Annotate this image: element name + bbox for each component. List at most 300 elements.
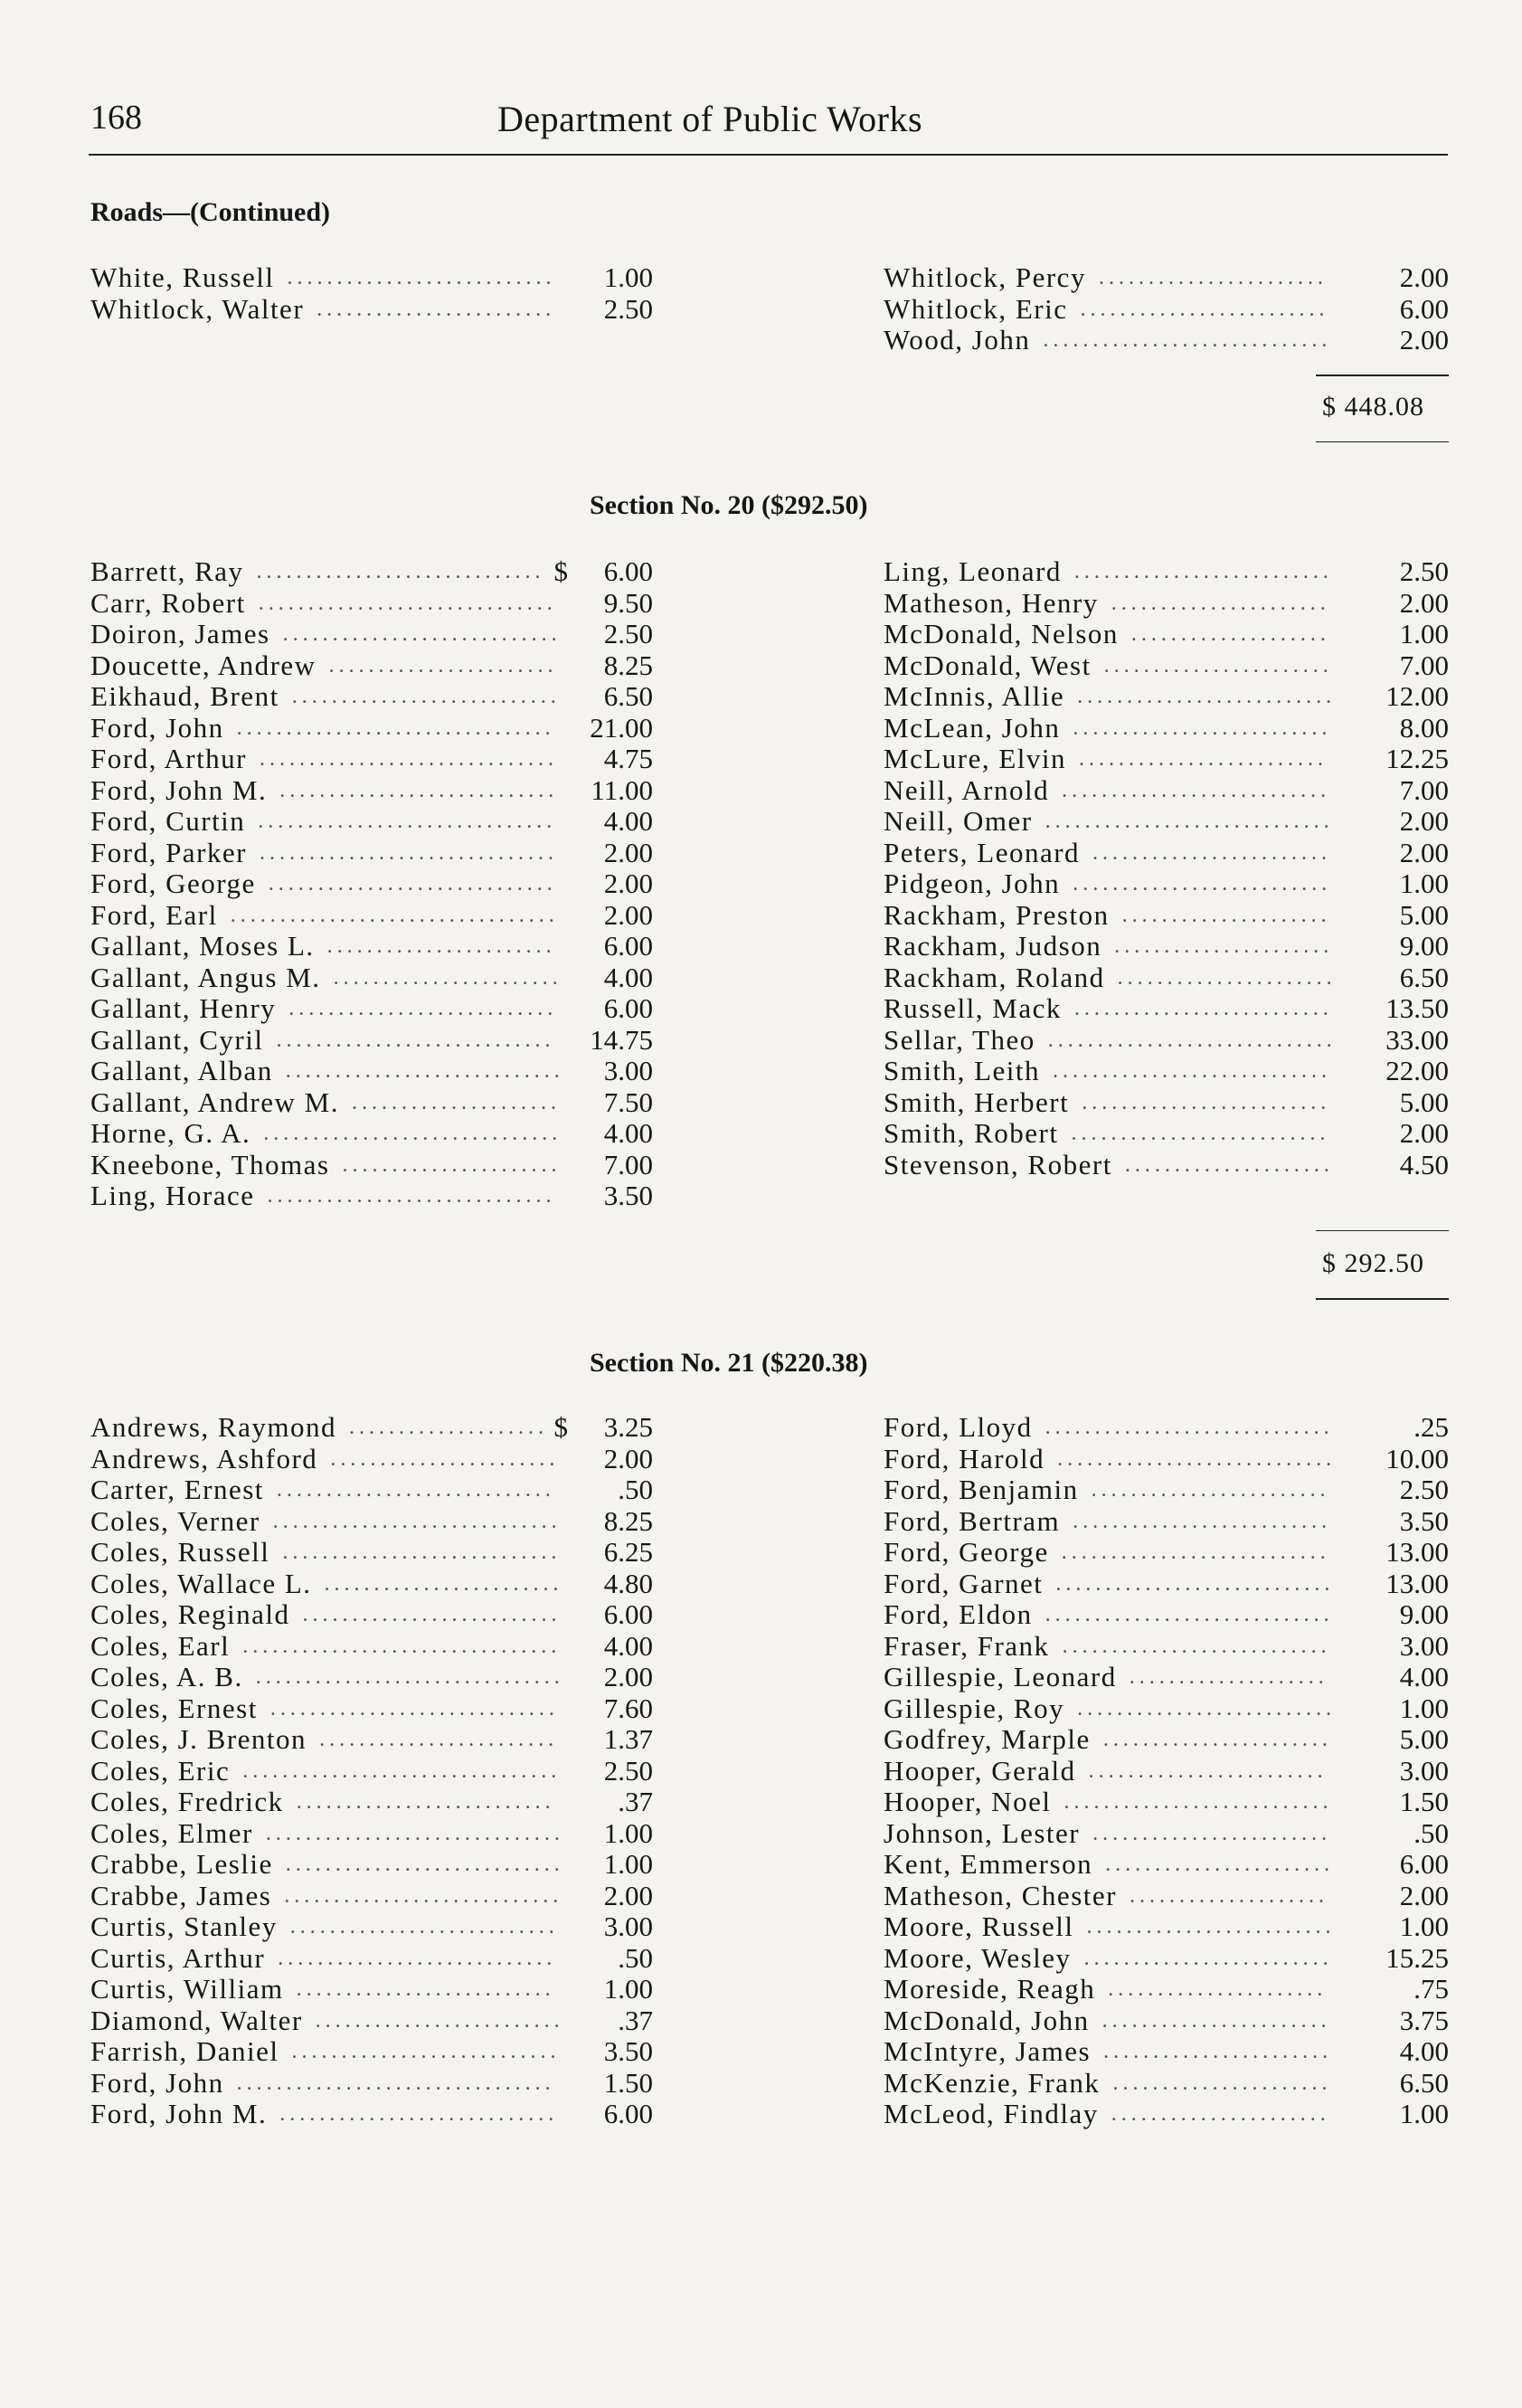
ledger-amount: 4.00 — [603, 961, 653, 993]
section-20-total-rule-bottom — [1316, 1298, 1449, 1300]
ledger-name: Matheson, Chester — [884, 1879, 1117, 1911]
ledger-amount: 6.00 — [603, 930, 653, 962]
block1-total-rule-top — [1316, 374, 1449, 376]
ledger-amount: .37 — [618, 1786, 653, 1817]
dot-leader: ............................ — [278, 1946, 557, 1970]
ledger-amount: 1.00 — [603, 1816, 653, 1849]
dollar-sign: $ — [553, 1412, 568, 1443]
ledger-amount: 2.00 — [603, 1442, 653, 1474]
ledger-amount: 13.50 — [1385, 992, 1449, 1024]
ledger-name: Moore, Wesley — [884, 1941, 1072, 1974]
ledger-amount: 7.00 — [1399, 773, 1449, 806]
block1-left-column — [90, 262, 651, 325]
ledger-name: McDonald, Nelson — [884, 618, 1119, 649]
ledger-name: Gallant, Andrew M. — [90, 1085, 339, 1118]
dot-leader: ............................. — [1045, 1416, 1334, 1439]
ledger-row — [90, 1150, 651, 1181]
ledger-row — [884, 1056, 1449, 1087]
ledger-row — [90, 1911, 651, 1943]
ledger-name: Andrews, Ashford — [90, 1442, 318, 1474]
ledger-name: Wood, John — [884, 324, 1031, 356]
dot-leader: ............................ — [1057, 1446, 1337, 1471]
ledger-name: Whitlock, Percy — [884, 261, 1086, 293]
ledger-row — [884, 650, 1449, 682]
ledger-amount: 3.75 — [1399, 2004, 1449, 2036]
ledger-name: Curtis, Stanley — [90, 1910, 278, 1942]
ledger-amount: 6.00 — [603, 992, 653, 1024]
ledger-name: Whitlock, Eric — [884, 292, 1068, 325]
ledger-amount: 7.50 — [603, 1085, 653, 1118]
ledger-amount: 1.00 — [1399, 618, 1449, 649]
ledger-row — [884, 1943, 1449, 1975]
section-21-left-column — [90, 1412, 651, 2130]
ledger-name: Gillespie, Leonard — [884, 1661, 1117, 1692]
ledger-name: Rackham, Preston — [884, 898, 1110, 931]
ledger-amount: 2.00 — [603, 1661, 653, 1692]
dot-leader: ........................ — [1088, 1759, 1328, 1783]
ledger-amount: 2.00 — [1399, 586, 1449, 619]
ledger-amount: 1.50 — [1399, 1786, 1449, 1817]
dot-leader: ....................... — [1102, 1728, 1332, 1751]
ledger-row — [90, 775, 651, 807]
ledger-amount: .75 — [1413, 1973, 1449, 2005]
ledger-name: Farrish, Daniel — [90, 2035, 279, 2067]
ledger-amount: 9.00 — [1399, 930, 1449, 962]
ledger-row — [90, 1787, 651, 1818]
ledger-amount: 21.00 — [590, 711, 653, 744]
ledger-amount: 1.00 — [603, 1973, 653, 2005]
dot-leader: ....................... — [330, 1446, 560, 1471]
ledger-row — [90, 1849, 651, 1881]
ledger-row — [884, 868, 1449, 900]
ledger-row — [884, 2036, 1449, 2068]
ledger-row — [90, 1693, 651, 1725]
dot-leader: ...................... — [1112, 2071, 1332, 2095]
ledger-name: Coles, Fredrick — [90, 1786, 284, 1817]
ledger-amount: 11.00 — [591, 773, 653, 806]
ledger-row — [90, 2036, 651, 2068]
section-20-total: $ 292.50 — [1322, 1248, 1424, 1278]
ledger-name: Coles, Elmer — [90, 1816, 253, 1849]
ledger-amount: 8.25 — [603, 1504, 653, 1537]
ledger-row — [90, 681, 651, 713]
section-21-right-column — [884, 1412, 1449, 2130]
ledger-amount: 1.00 — [1399, 867, 1449, 899]
ledger-name: McLeod, Findlay — [884, 2098, 1099, 2129]
dot-leader: ........................... — [287, 266, 556, 289]
ledger-name: Smith, Robert — [884, 1117, 1059, 1149]
ledger-name: McIntyre, James — [884, 2035, 1092, 2067]
dot-leader: ............................... — [255, 1665, 564, 1689]
ledger-name: Curtis, William — [90, 1973, 284, 2005]
ledger-name: Coles, Wallace L. — [90, 1567, 312, 1599]
ledger-row — [884, 1569, 1449, 1600]
section-20-right-column — [884, 556, 1449, 1180]
ledger-amount: 6.50 — [603, 680, 653, 712]
ledger-amount: 7.00 — [1399, 649, 1449, 681]
dot-leader: ................................ — [242, 1634, 562, 1658]
ledger-row — [90, 713, 651, 744]
ledger-name: Kneebone, Thomas — [90, 1148, 330, 1180]
dot-leader: ..................... — [351, 1090, 561, 1114]
ledger-row — [884, 931, 1449, 962]
ledger-name: Ford, George — [90, 867, 256, 899]
dot-leader: ....................... — [328, 653, 558, 678]
dot-leader: ...................... — [342, 1152, 562, 1177]
ledger-amount: 2.00 — [603, 836, 653, 868]
dot-leader: .......................... — [1077, 685, 1337, 708]
block1-total-rule-bottom — [1316, 441, 1449, 442]
ledger-amount: 6.00 — [603, 2098, 653, 2129]
ledger-amount: 4.00 — [603, 805, 653, 837]
ledger-row — [884, 1599, 1449, 1631]
dot-leader: .......................... — [1071, 1122, 1330, 1145]
dot-leader: .......................... — [296, 1977, 555, 2001]
dot-leader: ............................ — [285, 1059, 564, 1083]
dot-leader: ............................. — [1047, 1028, 1337, 1052]
ledger-row — [90, 1974, 651, 2005]
ledger-row — [884, 775, 1449, 807]
ledger-row — [90, 1662, 651, 1693]
block1-right-column — [884, 262, 1449, 356]
ledger-amount: 6.00 — [1399, 1848, 1449, 1880]
ledger-amount: 10.00 — [1385, 1442, 1449, 1474]
ledger-name: Moreside, Reagh — [884, 1973, 1096, 2005]
dot-leader: .............................. — [258, 591, 557, 615]
ledger-name: Coles, Eric — [90, 1754, 231, 1787]
dot-leader: .......................... — [302, 1603, 562, 1626]
ledger-name: Fraser, Frank — [884, 1629, 1050, 1662]
ledger-amount: .50 — [1413, 1816, 1449, 1849]
dot-leader: ...................... — [1108, 1977, 1328, 2001]
ledger-row — [884, 1818, 1449, 1850]
ledger-row — [884, 1693, 1449, 1725]
ledger-amount: 1.37 — [603, 1723, 653, 1755]
ledger-name: Moore, Russell — [884, 1910, 1074, 1942]
dot-leader: .............................. — [260, 747, 558, 771]
ledger-row — [90, 1412, 651, 1444]
ledger-name: Coles, Verner — [90, 1504, 260, 1537]
ledger-row — [90, 2099, 651, 2130]
ledger-row — [90, 868, 651, 900]
ledger-amount: 2.50 — [603, 292, 653, 325]
ledger-amount: 7.60 — [603, 1692, 653, 1724]
dot-leader: ...................... — [1111, 591, 1330, 615]
dot-leader: ............................ — [279, 778, 559, 802]
ledger-amount: 6.00 — [603, 1598, 653, 1630]
ledger-row — [90, 1599, 651, 1631]
ledger-row — [90, 962, 651, 994]
ledger-name: Ford, Eldon — [884, 1598, 1033, 1630]
dot-leader: ..................... — [1124, 1152, 1334, 1177]
ledger-amount: 3.00 — [603, 1910, 653, 1942]
ledger-amount: .37 — [618, 2004, 653, 2036]
ledger-name: Gallant, Cyril — [90, 1023, 264, 1056]
ledger-row — [90, 838, 651, 869]
ledger-row — [90, 1631, 651, 1663]
dot-leader: ....................... — [1101, 2008, 1331, 2033]
ledger-amount: 7.00 — [603, 1148, 653, 1180]
dot-leader: .......................... — [296, 1790, 555, 1814]
ledger-row — [884, 806, 1449, 838]
ledger-row — [884, 681, 1449, 713]
dot-leader: ....................... — [333, 965, 562, 990]
ledger-amount: .50 — [618, 1474, 653, 1505]
ledger-name: Ford, Bertram — [884, 1504, 1061, 1537]
dot-leader: .................... — [1129, 1883, 1328, 1908]
ledger-row — [90, 650, 651, 682]
dot-leader: .......................... — [1073, 872, 1332, 896]
ledger-row — [884, 1662, 1449, 1693]
ledger-amount: 2.00 — [1399, 805, 1449, 837]
ledger-amount: 2.00 — [603, 898, 653, 931]
ledger-name: Godfrey, Marple — [884, 1723, 1091, 1755]
dot-leader: ................................ — [242, 1759, 562, 1783]
ledger-name: Andrews, Raymond — [90, 1411, 336, 1443]
ledger-name: Coles, Earl — [90, 1629, 231, 1662]
ledger-name: Gallant, Angus M. — [90, 961, 321, 993]
ledger-name: Sellar, Theo — [884, 1023, 1035, 1056]
dot-leader: ................................. — [230, 903, 559, 927]
ledger-row — [884, 588, 1449, 620]
ledger-amount: .25 — [1413, 1411, 1449, 1443]
ledger-name: Rackham, Judson — [884, 930, 1102, 962]
dot-leader: ......................... — [1079, 747, 1328, 771]
ledger-amount: 9.50 — [603, 586, 653, 619]
dollar-sign: $ — [553, 556, 568, 587]
ledger-amount: 12.25 — [1385, 743, 1449, 774]
dot-leader: ........................ — [317, 297, 556, 321]
ledger-name: Ford, Arthur — [90, 743, 247, 774]
ledger-row — [884, 1974, 1449, 2005]
dot-leader: ............................ — [1055, 1571, 1335, 1596]
ledger-row — [90, 993, 651, 1025]
ledger-amount: 5.00 — [1399, 1085, 1449, 1118]
ledger-amount: 5.00 — [1399, 1723, 1449, 1755]
ledger-row — [90, 1881, 651, 1912]
ledger-amount: 1.00 — [1399, 1692, 1449, 1724]
ledger-name: Ford, John M. — [90, 2098, 268, 2129]
ledger-amount: .50 — [618, 1941, 653, 1974]
ledger-row — [90, 1025, 651, 1057]
ledger-amount: 8.25 — [603, 649, 653, 681]
ledger-amount: 3.00 — [603, 1055, 653, 1086]
ledger-row — [884, 325, 1449, 356]
ledger-row — [90, 806, 651, 838]
ledger-name: Crabbe, James — [90, 1879, 272, 1911]
ledger-amount: 4.00 — [603, 1629, 653, 1662]
ledger-amount: 1.50 — [603, 2066, 653, 2099]
ledger-name: Gallant, Alban — [90, 1055, 273, 1086]
dot-leader: ....................... — [1098, 266, 1328, 289]
dot-leader: ......................... — [1083, 1946, 1333, 1970]
dot-leader: ............................. — [267, 1184, 556, 1208]
ledger-row — [884, 1724, 1449, 1756]
ledger-amount: 4.00 — [603, 1117, 653, 1149]
dot-leader: ....................... — [326, 934, 556, 958]
dot-leader: .............................. — [258, 810, 557, 833]
ledger-row — [884, 900, 1449, 932]
dot-leader: .......................... — [1073, 716, 1332, 740]
dot-leader: ........................... — [289, 1915, 559, 1939]
dot-leader: ..................... — [1121, 903, 1331, 927]
ledger-name: Russell, Mack — [884, 992, 1062, 1024]
dot-leader: ....................... — [1103, 2040, 1333, 2063]
ledger-row — [884, 1087, 1449, 1119]
ledger-row — [884, 1881, 1449, 1912]
ledger-name: McDonald, John — [884, 2004, 1090, 2036]
dot-leader: ........................ — [324, 1571, 563, 1596]
ledger-amount: 1.00 — [603, 1848, 653, 1880]
ledger-name: McKenzie, Frank — [884, 2066, 1101, 2099]
page-title: Department of Public Works — [497, 99, 923, 139]
ledger-name: Ford, Parker — [90, 836, 247, 868]
ledger-row — [90, 1087, 651, 1119]
ledger-name: McLean, John — [884, 711, 1061, 744]
ledger-name: Rackham, Roland — [884, 961, 1105, 993]
ledger-name: Ford, John — [90, 711, 224, 744]
ledger-name: Horne, G. A. — [90, 1117, 251, 1149]
ledger-row — [884, 1787, 1449, 1818]
ledger-row — [90, 1756, 651, 1787]
ledger-amount: 2.50 — [1399, 555, 1449, 587]
ledger-row — [884, 1756, 1449, 1787]
ledger-name: Smith, Herbert — [884, 1085, 1070, 1118]
ledger-name: Ford, George — [884, 1536, 1049, 1568]
ledger-name: Kent, Emmerson — [884, 1848, 1093, 1880]
ledger-name: Matheson, Henry — [884, 586, 1099, 619]
dot-leader: ........................... — [1061, 1541, 1330, 1564]
ledger-name: Hooper, Noel — [884, 1786, 1052, 1817]
dot-leader: ............................ — [282, 1541, 562, 1564]
ledger-row — [884, 838, 1449, 869]
ledger-name: Neill, Omer — [884, 805, 1033, 837]
ledger-name: Ford, Lloyd — [884, 1411, 1033, 1443]
ledger-name: Doucette, Andrew — [90, 649, 317, 681]
ledger-name: Carr, Robert — [90, 586, 246, 619]
ledger-name: Ford, Benjamin — [884, 1474, 1079, 1505]
ledger-amount: 2.00 — [1399, 261, 1449, 293]
dot-leader: ............................. — [269, 1696, 559, 1721]
dot-leader: ............................. — [272, 1509, 562, 1533]
dot-leader: .......................... — [1073, 997, 1333, 1020]
ledger-amount: 3.50 — [1399, 1504, 1449, 1537]
ledger-row — [884, 744, 1449, 775]
ledger-name: Pidgeon, John — [884, 867, 1061, 899]
ledger-name: Gallant, Moses L. — [90, 930, 315, 962]
ledger-row — [90, 1444, 651, 1475]
ledger-amount: 1.00 — [1399, 2098, 1449, 2129]
ledger-amount: 6.25 — [603, 1536, 653, 1568]
ledger-name: Ford, Earl — [90, 898, 218, 931]
ledger-row — [884, 262, 1449, 294]
ledger-row — [884, 1849, 1449, 1881]
ledger-amount: 8.00 — [1399, 711, 1449, 744]
dot-leader: ........................... — [291, 2040, 561, 2063]
ledger-row — [884, 1412, 1449, 1444]
ledger-row — [90, 1506, 651, 1538]
ledger-name: Ling, Leonard — [884, 555, 1062, 587]
ledger-row — [884, 1911, 1449, 1943]
ledger-amount: 2.00 — [1399, 1117, 1449, 1149]
ledger-amount: 2.50 — [1399, 1474, 1449, 1505]
ledger-row — [90, 1056, 651, 1087]
dot-leader: ........................... — [1064, 1790, 1333, 1814]
ledger-row — [90, 1118, 651, 1150]
ledger-amount: 5.00 — [1399, 898, 1449, 931]
ledger-amount: 1.00 — [603, 261, 653, 293]
ledger-name: Neill, Arnold — [884, 773, 1050, 806]
ledger-name: Coles, Reginald — [90, 1598, 290, 1630]
ledger-name: Peters, Leonard — [884, 836, 1081, 868]
dot-leader: ......................... — [1082, 1090, 1331, 1114]
dot-leader: ........................... — [288, 997, 558, 1020]
dot-leader: ............................. — [268, 872, 557, 896]
ledger-row — [884, 1150, 1449, 1181]
ledger-row — [90, 294, 651, 326]
ledger-amount: 22.00 — [1385, 1055, 1449, 1086]
ledger-amount: 2.00 — [603, 1879, 653, 1911]
dot-leader: ............................. — [1045, 1603, 1334, 1626]
ledger-row — [90, 1569, 651, 1600]
dot-leader: ........................ — [1091, 1478, 1330, 1502]
ledger-row — [884, 556, 1449, 588]
ledger-name: Stevenson, Robert — [884, 1148, 1112, 1180]
dot-leader: ...................... — [1114, 934, 1334, 958]
ledger-row — [90, 1474, 651, 1506]
ledger-name: Hooper, Gerald — [884, 1754, 1076, 1787]
ledger-name: Coles, A. B. — [90, 1661, 243, 1692]
ledger-row — [90, 744, 651, 775]
dot-leader: .............................. — [259, 840, 558, 865]
ledger-amount: 6.50 — [1399, 961, 1449, 993]
ledger-amount: 4.00 — [1399, 1661, 1449, 1692]
ledger-name: Gillespie, Roy — [884, 1692, 1065, 1724]
ledger-row — [90, 2005, 651, 2037]
dot-leader: ............................ — [284, 1883, 563, 1908]
ledger-row — [884, 962, 1449, 994]
ledger-row — [90, 1943, 651, 1975]
ledger-amount: 4.50 — [1399, 1148, 1449, 1180]
dot-leader: ........................... — [1062, 1634, 1331, 1658]
ledger-amount: 2.00 — [1399, 1879, 1449, 1911]
dot-leader: ............................ — [1053, 1059, 1331, 1083]
ledger-name: Gallant, Henry — [90, 992, 277, 1024]
ledger-name: McInnis, Allie — [884, 680, 1065, 712]
dot-leader: ........................ — [1092, 1821, 1332, 1845]
ledger-row — [90, 1537, 651, 1569]
ledger-name: Crabbe, Leslie — [90, 1848, 273, 1880]
ledger-row — [90, 900, 651, 932]
dot-leader: ........................... — [1062, 778, 1331, 802]
ledger-amount: 3.25 — [603, 1411, 653, 1443]
ledger-name: Carter, Ernest — [90, 1474, 264, 1505]
ledger-row — [884, 993, 1449, 1025]
dot-leader: ...................... — [1111, 2102, 1330, 2126]
ledger-name: Diamond, Walter — [90, 2004, 303, 2036]
ledger-row — [90, 262, 651, 294]
dot-leader: ......................... — [315, 2008, 564, 2033]
ledger-name: Eikhaud, Brent — [90, 680, 279, 712]
dot-leader: ............................ — [276, 1478, 555, 1502]
dot-leader: .............................. — [265, 1821, 564, 1845]
ledger-amount: 3.00 — [1399, 1754, 1449, 1787]
ledger-name: Coles, J. Brenton — [90, 1723, 307, 1755]
dot-leader: ........................ — [319, 1728, 559, 1751]
ledger-amount: 13.00 — [1385, 1567, 1449, 1599]
ledger-name: Ford, Garnet — [884, 1567, 1044, 1599]
ledger-row — [884, 294, 1449, 326]
